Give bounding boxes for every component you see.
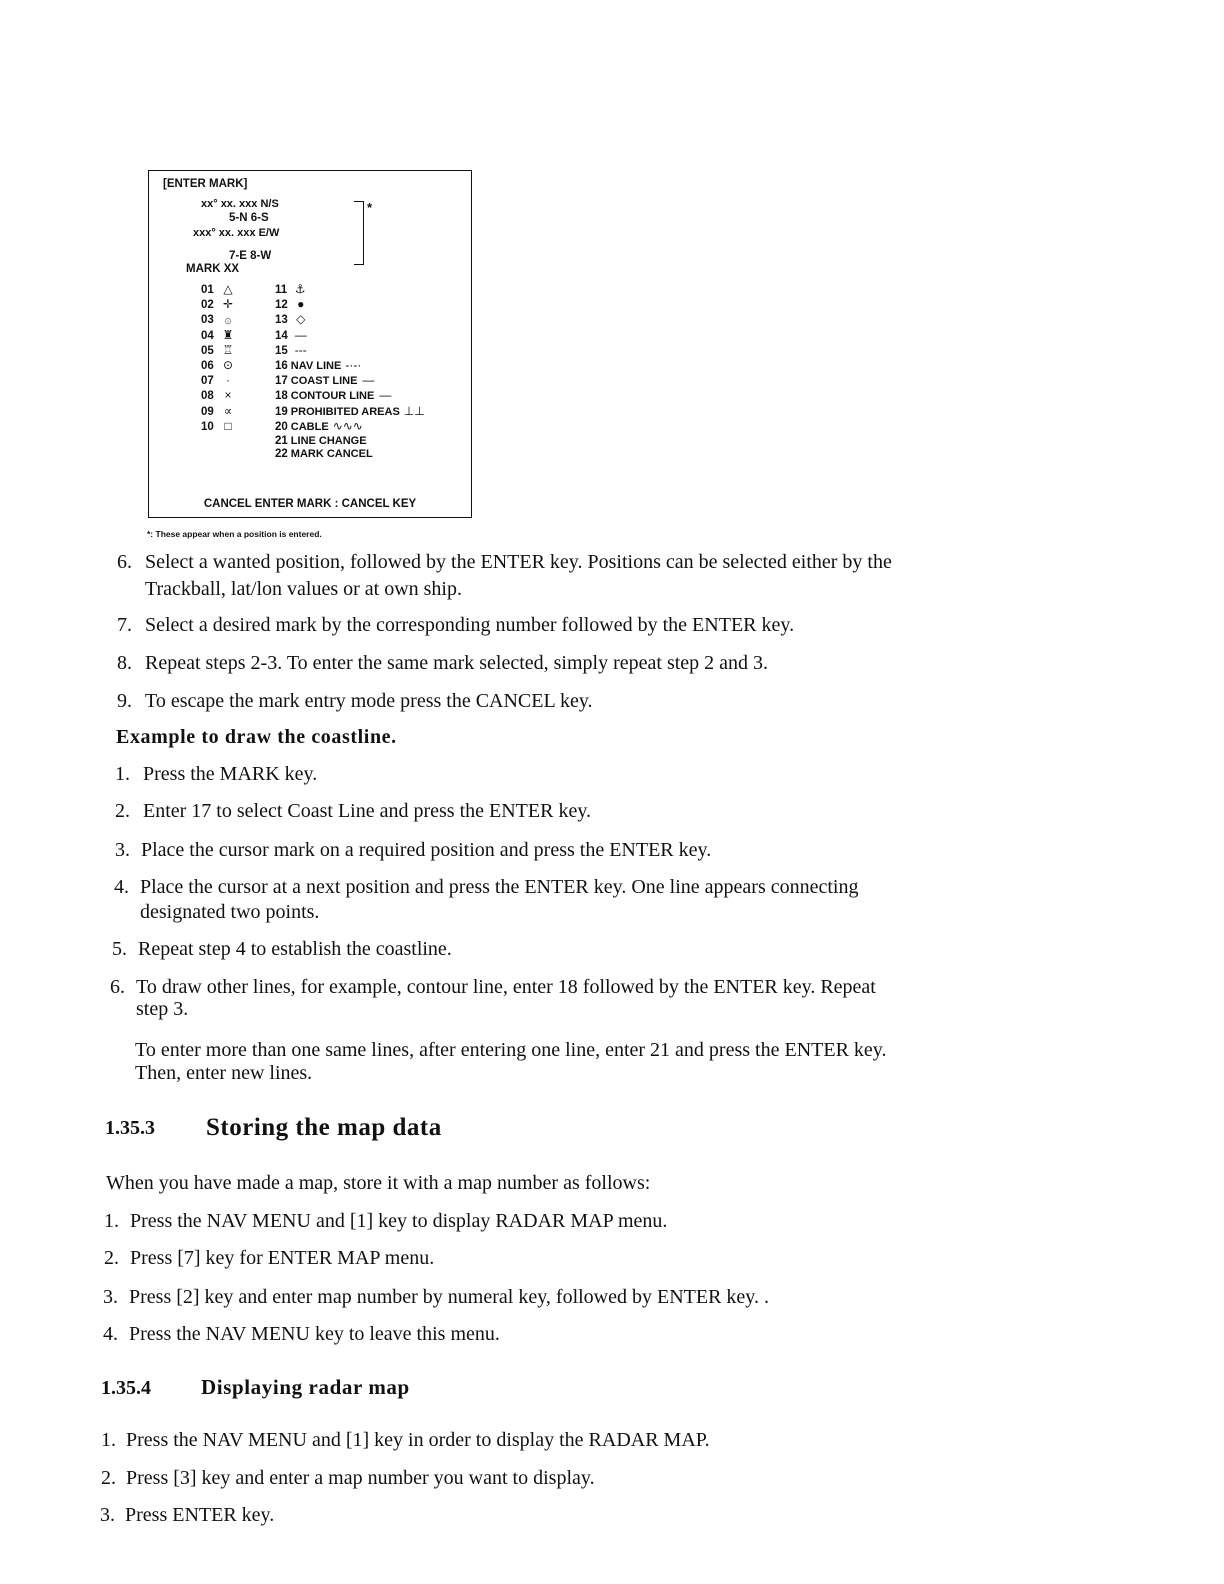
- step-number: 8.: [117, 652, 132, 674]
- step-number: 2.: [101, 1467, 116, 1489]
- step-number: 6.: [110, 976, 125, 998]
- mark-option-number: 08: [201, 390, 214, 403]
- step-text: Repeat steps 2-3. To enter the same mark selected, simply repeat step 2 and 3.: [145, 652, 769, 674]
- anchor-mark-icon: ⚓: [294, 282, 306, 296]
- mark-option-02: [201, 298, 235, 312]
- mark-option-14: [275, 329, 308, 343]
- mark-option-number: 07: [201, 375, 214, 388]
- fish-mark-icon: ∝: [223, 403, 233, 418]
- step-number: 7.: [117, 614, 132, 636]
- lighthouse-mark-icon: ♜: [222, 327, 234, 342]
- mark-option-number: 10: [201, 420, 214, 433]
- dot-mark-icon: ·: [226, 373, 230, 388]
- step-number: 1.: [104, 1210, 119, 1232]
- mark-option-label: LINE CHANGE: [290, 435, 367, 447]
- mark-option-number: 21: [275, 435, 288, 447]
- triangle-mark-icon: △: [223, 282, 233, 296]
- mark-option-number: 05: [201, 344, 214, 357]
- mark-option-number: 20: [275, 420, 288, 433]
- dash-dot-line-icon: -·-·: [345, 358, 362, 372]
- step-number: 1.: [101, 1429, 116, 1451]
- mark-option-19: [275, 405, 425, 419]
- section-intro: When you have made a map, store it with a map number as follows:: [106, 1172, 651, 1194]
- step-number: 3.: [115, 839, 130, 861]
- step-number: 4.: [103, 1323, 118, 1345]
- mark-option-number: 09: [201, 405, 214, 418]
- mark-option-03: [201, 313, 235, 327]
- step-number: 6.: [117, 551, 132, 573]
- step-text: Select a wanted position, followed by the ENTER key. Positions can be selected either by the: [145, 551, 892, 573]
- mark-option-number: 02: [201, 299, 214, 312]
- section-title: Storing the map data: [206, 1114, 442, 1141]
- latitude-direction: 5-N 6-S: [229, 212, 269, 224]
- mark-option-07: [201, 374, 235, 388]
- step-text-continued: Trackball, lat/lon values or at own ship.: [145, 578, 462, 600]
- step-text: Press the NAV MENU key to leave this menu.: [129, 1323, 500, 1345]
- coast-line-icon: —: [362, 373, 375, 388]
- step-text: Press the MARK key.: [143, 763, 318, 785]
- mark-option-number: 17: [275, 375, 288, 388]
- note-line: To enter more than one same lines, after entering one line, enter 21 and press the ENTER key.: [135, 1039, 887, 1061]
- diamond-mark-icon: ◇: [296, 312, 306, 327]
- step-number: 1.: [115, 763, 130, 785]
- step-text: Enter 17 to select Coast Line and press the ENTER key.: [143, 800, 592, 822]
- step-number: 5.: [112, 938, 127, 960]
- plus-mark-icon: ✛: [222, 297, 234, 312]
- step-number: 3.: [103, 1286, 118, 1308]
- x-mark-icon: ×: [224, 388, 232, 403]
- contour-line-icon: —: [379, 388, 392, 403]
- mark-option-number: 13: [275, 314, 288, 327]
- enter-mark-menu: [148, 170, 472, 518]
- step-text: Press the NAV MENU and [1] key in order to display the RADAR MAP.: [126, 1429, 710, 1451]
- step-number: 2.: [104, 1247, 119, 1269]
- mark-option-label: MARK CANCEL: [290, 448, 373, 460]
- circle-dot-mark-icon: ⊙: [222, 358, 234, 372]
- mark-option-number: 06: [201, 360, 214, 372]
- mark-option-label: CONTOUR LINE: [290, 390, 375, 403]
- mark-option-number: 11: [275, 284, 288, 296]
- mark-number-field: MARK XX: [186, 263, 240, 275]
- mark-option-label: CABLE: [290, 420, 329, 433]
- step-text: Press ENTER key.: [125, 1504, 275, 1526]
- asterisk-note-marker: *: [367, 200, 373, 215]
- step-text: Select a desired mark by the corresponding number followed by the ENTER key.: [145, 614, 795, 636]
- mark-option-number: 15: [275, 344, 288, 357]
- step-number: 9.: [117, 690, 132, 712]
- step-number: 4.: [114, 876, 129, 898]
- bracket: [354, 201, 364, 265]
- section-title: Displaying radar map: [201, 1375, 410, 1399]
- step-text: To escape the mark entry mode press the CANCEL key.: [145, 690, 593, 712]
- buoy-mark-icon: ۞: [224, 312, 232, 327]
- step-text: Repeat step 4 to establish the coastline.: [138, 938, 452, 960]
- mark-option-18: [275, 389, 392, 403]
- step-number: 3.: [100, 1504, 115, 1526]
- menu-title: [ENTER MARK]: [163, 178, 248, 190]
- longitude-field: xxx° xx. xxx E/W: [193, 227, 280, 239]
- square-mark-icon: □: [224, 418, 232, 433]
- mark-option-01: [201, 283, 235, 297]
- mark-option-number: 18: [275, 390, 288, 403]
- mark-option-11: [275, 283, 307, 297]
- step-text: Press [3] key and enter a map number you want to display.: [126, 1467, 595, 1489]
- mark-option-16: [275, 359, 361, 373]
- step-number: 2.: [115, 800, 130, 822]
- mark-option-number: 22: [275, 448, 288, 460]
- step-text: Press [2] key and enter map number by numeral key, followed by ENTER key. .: [129, 1286, 770, 1308]
- cancel-instruction: CANCEL ENTER MARK : CANCEL KEY: [203, 498, 417, 510]
- mark-option-label: COAST LINE: [290, 375, 358, 388]
- note-line: Then, enter new lines.: [135, 1062, 313, 1084]
- prohibited-areas-icon: ⊥⊥: [403, 403, 425, 418]
- mark-option-12: [275, 298, 308, 312]
- mark-option-label: PROHIBITED AREAS: [290, 405, 400, 418]
- step-text: Place the cursor at a next position and press the ENTER key. One line appears connecting: [140, 876, 859, 898]
- mark-option-05: [201, 344, 235, 358]
- mark-option-number: 16: [275, 360, 288, 372]
- wreck-mark-icon: ♖: [222, 342, 234, 357]
- mark-option-number: 03: [201, 314, 214, 327]
- step-text: Press [7] key for ENTER MAP menu.: [130, 1247, 435, 1269]
- section-number: 1.35.3: [105, 1117, 155, 1139]
- mark-option-06: [201, 359, 235, 373]
- footnote: *: These appear when a position is entered.: [147, 529, 322, 539]
- mark-option-09: [201, 405, 235, 419]
- mark-option-22: [275, 448, 377, 461]
- mark-option-number: 12: [275, 299, 288, 312]
- step-text-continued: designated two points.: [140, 901, 320, 923]
- mark-option-number: 14: [275, 329, 288, 342]
- mark-option-13: [275, 313, 308, 327]
- step-text: Place the cursor mark on a required position and press the ENTER key.: [141, 839, 712, 861]
- mark-option-number: 19: [275, 405, 288, 418]
- mark-option-08: [201, 389, 235, 403]
- mark-option-number: 01: [201, 284, 214, 296]
- mark-option-10: [201, 420, 235, 434]
- dotted-line-mark-icon: ---: [294, 342, 307, 357]
- mark-option-04: [201, 329, 235, 343]
- filled-circle-mark-icon: ●: [297, 297, 305, 312]
- latitude-field: xx° xx. xxx N/S: [201, 198, 279, 210]
- mark-option-20: [275, 420, 363, 434]
- mark-option-number: 04: [201, 329, 214, 342]
- longitude-direction: 7-E 8-W: [229, 250, 272, 262]
- mark-option-21: [275, 435, 371, 448]
- mark-option-label: NAV LINE: [290, 360, 342, 372]
- mark-option-17: [275, 374, 375, 388]
- cable-wave-icon: ∿∿∿: [332, 418, 363, 433]
- mark-option-15: [275, 344, 308, 358]
- step-text-continued: step 3.: [136, 998, 189, 1020]
- step-text: To draw other lines, for example, contour line, enter 18 followed by the ENTER key. Repeat: [136, 976, 876, 998]
- step-text: Press the NAV MENU and [1] key to display RADAR MAP menu.: [130, 1210, 668, 1232]
- example-heading: Example to draw the coastline.: [116, 726, 397, 748]
- section-number: 1.35.4: [101, 1377, 151, 1399]
- solid-line-mark-icon: —: [294, 327, 307, 342]
